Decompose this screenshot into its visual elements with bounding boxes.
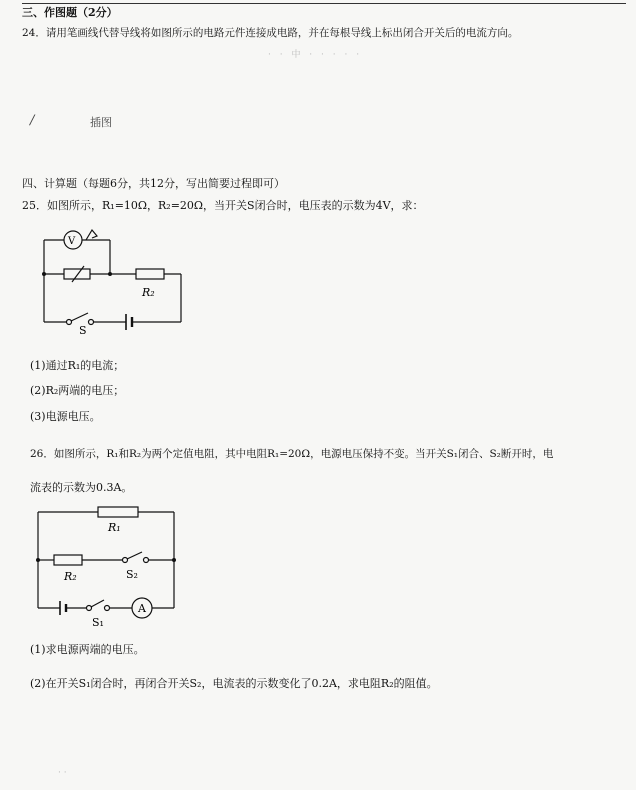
page-faint-mark: · ·: [58, 768, 67, 778]
q25-stem: 25．如图所示，R₁=10Ω，R₂=20Ω，当开关S闭合时，电压表的示数为4V，求：: [22, 199, 424, 212]
top-rule: [22, 3, 626, 4]
switch-label: S: [79, 324, 87, 337]
q26-circuit-diagram: [34, 500, 224, 630]
q26-sub2: (2)在开关S₁闭合时，再闭合开关S₂，电流表的示数变化了0.2A，求电阻R₂的阻值。: [30, 677, 438, 690]
r2-label: R₂: [142, 286, 155, 299]
q26-s1-label: S₁: [92, 616, 104, 629]
r2-resistor: [136, 269, 164, 279]
q26-r2-resistor: [54, 555, 82, 565]
q26-r2-label: R₂: [64, 570, 77, 583]
q26-stem-line1: 26．如图所示，R₁和R₂为两个定值电阻，其中电阻R₁=20Ω，电源电压保持不变。当开关S₁闭合、S₂断开时，电: [30, 448, 554, 460]
ammeter-label: A: [138, 602, 146, 615]
q25-sub1: (1)通过R₁的电流；: [30, 359, 125, 372]
q24-text: 24．请用笔画线代替导线将如图所示的电路元件连接成电路，并在每根导线上标出闭合开关后的电流方向。: [22, 27, 519, 39]
q26-sub1: (1)求电源两端的电压。: [30, 643, 145, 656]
r1-resistor: [64, 269, 90, 279]
q26-r1-resistor: [98, 507, 138, 517]
voltmeter-label: V: [68, 236, 76, 247]
q25-circuit-diagram: [36, 222, 236, 337]
section3-title: 三、作图题（2分）: [22, 6, 118, 19]
q25-sub2: (2)R₂两端的电压；: [30, 384, 125, 397]
q26-stem-line2: 流表的示数为0.3A。: [30, 481, 133, 494]
q26-r1-label: R₁: [108, 521, 121, 534]
q24-figure-label: 插图: [90, 116, 112, 129]
q26-s2-label: S₂: [126, 568, 138, 581]
q24-faint-figure: · · 中 · · · · ·: [268, 50, 363, 60]
q24-figure-mark: /: [30, 113, 35, 128]
q25-sub3: (3)电源电压。: [30, 410, 101, 423]
section4-title: 四、计算题（每题6分，共12分，写出简要过程即可）: [22, 177, 285, 190]
